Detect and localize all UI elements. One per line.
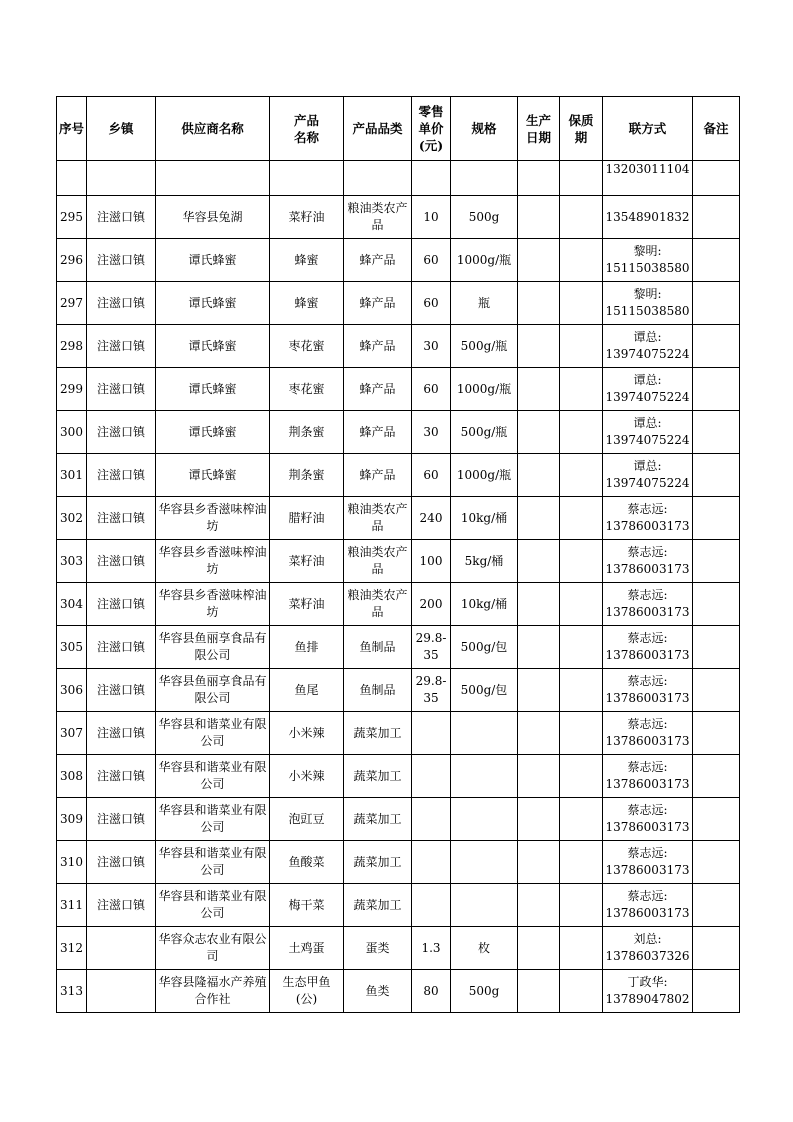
table-row	[57, 669, 740, 712]
cell-supplier: 谭氏蜂蜜	[156, 454, 270, 497]
cell-contact: 黎明: 15115038580	[603, 282, 693, 325]
cell-price: 30	[412, 411, 451, 454]
cell-supplier	[156, 161, 270, 196]
cell-shelf-life	[560, 540, 603, 583]
cell-contact: 蔡志远: 13786003173	[603, 755, 693, 798]
cell-spec	[451, 841, 518, 884]
cell-contact: 蔡志远: 13786003173	[603, 583, 693, 626]
cell-remarks	[693, 626, 740, 669]
table-row	[57, 540, 740, 583]
cell-spec	[451, 884, 518, 927]
cell-production-date	[518, 540, 560, 583]
cell-price	[412, 841, 451, 884]
cell-supplier: 华容县乡香滋味榨油坊	[156, 583, 270, 626]
col-header-shelf-life: 保质 期	[560, 97, 603, 161]
cell-production-date	[518, 325, 560, 368]
cell-product-name: 鱼排	[270, 626, 344, 669]
cell-shelf-life	[560, 626, 603, 669]
table-row	[57, 970, 740, 1013]
cell-index: 304	[57, 583, 87, 626]
cell-contact: 谭总: 13974075224	[603, 325, 693, 368]
cell-town: 注滋口镇	[87, 798, 156, 841]
col-header-supplier: 供应商名称	[156, 97, 270, 161]
table-row	[57, 325, 740, 368]
cell-price	[412, 798, 451, 841]
cell-remarks	[693, 583, 740, 626]
table-row	[57, 798, 740, 841]
cell-supplier: 华容县乡香滋味榨油坊	[156, 497, 270, 540]
cell-remarks	[693, 755, 740, 798]
cell-index: 305	[57, 626, 87, 669]
table-body	[57, 161, 740, 1013]
header-row	[57, 97, 740, 161]
table-row	[57, 196, 740, 239]
cell-contact: 谭总: 13974075224	[603, 411, 693, 454]
cell-remarks	[693, 497, 740, 540]
cell-category: 蜂产品	[344, 411, 412, 454]
cell-supplier: 谭氏蜂蜜	[156, 411, 270, 454]
cell-supplier: 华容县鱼丽享食品有限公司	[156, 626, 270, 669]
cell-price: 30	[412, 325, 451, 368]
cell-spec: 500g	[451, 970, 518, 1013]
cell-supplier: 谭氏蜂蜜	[156, 325, 270, 368]
cell-product-name: 蜂蜜	[270, 282, 344, 325]
table-row	[57, 282, 740, 325]
cell-category: 蛋类	[344, 927, 412, 970]
cell-production-date	[518, 755, 560, 798]
cell-production-date	[518, 841, 560, 884]
cell-shelf-life	[560, 282, 603, 325]
cell-town	[87, 970, 156, 1013]
cell-remarks	[693, 196, 740, 239]
cell-town: 注滋口镇	[87, 497, 156, 540]
cell-product-name: 腊籽油	[270, 497, 344, 540]
table-row	[57, 841, 740, 884]
cell-category: 蔬菜加工	[344, 755, 412, 798]
cell-remarks	[693, 884, 740, 927]
cell-product-name: 枣花蜜	[270, 325, 344, 368]
col-header-spec: 规格	[451, 97, 518, 161]
cell-shelf-life	[560, 669, 603, 712]
cell-price: 60	[412, 282, 451, 325]
cell-supplier: 华容县鱼丽享食品有限公司	[156, 669, 270, 712]
cell-supplier: 谭氏蜂蜜	[156, 368, 270, 411]
cell-remarks	[693, 841, 740, 884]
cell-town: 注滋口镇	[87, 411, 156, 454]
cell-category: 鱼制品	[344, 669, 412, 712]
cell-production-date	[518, 626, 560, 669]
cell-supplier: 华容县和谐菜业有限公司	[156, 712, 270, 755]
cell-category: 蜂产品	[344, 368, 412, 411]
cell-remarks	[693, 325, 740, 368]
cell-spec: 500g/包	[451, 626, 518, 669]
cell-category: 蔬菜加工	[344, 712, 412, 755]
cell-spec: 1000g/瓶	[451, 368, 518, 411]
cell-town: 注滋口镇	[87, 669, 156, 712]
cell-supplier: 谭氏蜂蜜	[156, 239, 270, 282]
col-header-town: 乡镇	[87, 97, 156, 161]
cell-category: 蜂产品	[344, 239, 412, 282]
cell-supplier: 华容县和谐菜业有限公司	[156, 841, 270, 884]
cell-town	[87, 927, 156, 970]
cell-remarks	[693, 669, 740, 712]
cell-shelf-life	[560, 454, 603, 497]
cell-contact: 刘总: 13786037326	[603, 927, 693, 970]
cell-production-date	[518, 282, 560, 325]
cell-index: 309	[57, 798, 87, 841]
cell-remarks	[693, 411, 740, 454]
cell-production-date	[518, 927, 560, 970]
cell-index: 301	[57, 454, 87, 497]
cell-index: 310	[57, 841, 87, 884]
cell-index: 302	[57, 497, 87, 540]
cell-price	[412, 161, 451, 196]
cell-supplier: 华容县和谐菜业有限公司	[156, 884, 270, 927]
cell-town: 注滋口镇	[87, 583, 156, 626]
cell-contact: 谭总: 13974075224	[603, 368, 693, 411]
cell-town	[87, 161, 156, 196]
cell-shelf-life	[560, 712, 603, 755]
cell-product-name: 蜂蜜	[270, 239, 344, 282]
cell-contact: 13548901832	[603, 196, 693, 239]
cell-price: 10	[412, 196, 451, 239]
table-row	[57, 583, 740, 626]
cell-spec: 500g/瓶	[451, 411, 518, 454]
cell-product-name: 荆条蜜	[270, 411, 344, 454]
cell-shelf-life	[560, 970, 603, 1013]
cell-index: 303	[57, 540, 87, 583]
cell-category: 蔬菜加工	[344, 841, 412, 884]
cell-shelf-life	[560, 884, 603, 927]
cell-product-name: 枣花蜜	[270, 368, 344, 411]
cell-supplier: 华容县乡香滋味榨油坊	[156, 540, 270, 583]
cell-remarks	[693, 368, 740, 411]
cell-price: 240	[412, 497, 451, 540]
cell-remarks	[693, 161, 740, 196]
cell-spec: 500g/包	[451, 669, 518, 712]
cell-supplier: 华容县和谐菜业有限公司	[156, 755, 270, 798]
cell-category: 粮油类农产品	[344, 540, 412, 583]
cell-product-name	[270, 161, 344, 196]
cell-category: 蔬菜加工	[344, 798, 412, 841]
table-row	[57, 755, 740, 798]
cell-category	[344, 161, 412, 196]
col-header-remarks: 备注	[693, 97, 740, 161]
cell-category: 蜂产品	[344, 454, 412, 497]
table-row	[57, 927, 740, 970]
cell-remarks	[693, 540, 740, 583]
col-header-production-date: 生产 日期	[518, 97, 560, 161]
cell-production-date	[518, 970, 560, 1013]
cell-supplier: 华容县和谐菜业有限公司	[156, 798, 270, 841]
cell-product-name: 荆条蜜	[270, 454, 344, 497]
col-header-product-name: 产品 名称	[270, 97, 344, 161]
cell-contact: 蔡志远: 13786003173	[603, 884, 693, 927]
table-row	[57, 454, 740, 497]
cell-product-name: 菜籽油	[270, 540, 344, 583]
cell-supplier: 谭氏蜂蜜	[156, 282, 270, 325]
cell-index: 306	[57, 669, 87, 712]
cell-town: 注滋口镇	[87, 626, 156, 669]
table-row	[57, 626, 740, 669]
cell-contact: 蔡志远: 13786003173	[603, 798, 693, 841]
cell-contact: 13203011104	[603, 161, 693, 196]
cell-production-date	[518, 454, 560, 497]
cell-town: 注滋口镇	[87, 884, 156, 927]
cell-spec: 枚	[451, 927, 518, 970]
cell-price: 80	[412, 970, 451, 1013]
col-header-price: 零售 单价 (元)	[412, 97, 451, 161]
cell-category: 粮油类农产品	[344, 196, 412, 239]
cell-product-name: 泡豇豆	[270, 798, 344, 841]
cell-category: 蜂产品	[344, 282, 412, 325]
cell-price: 60	[412, 454, 451, 497]
col-header-contact: 联方式	[603, 97, 693, 161]
cell-spec: 10kg/桶	[451, 497, 518, 540]
cell-index: 312	[57, 927, 87, 970]
cell-shelf-life	[560, 798, 603, 841]
cell-product-name: 菜籽油	[270, 196, 344, 239]
cell-remarks	[693, 927, 740, 970]
cell-category: 鱼类	[344, 970, 412, 1013]
cell-supplier: 华容县隆福水产养殖合作社	[156, 970, 270, 1013]
cell-town: 注滋口镇	[87, 196, 156, 239]
cell-production-date	[518, 583, 560, 626]
cell-contact: 蔡志远: 13786003173	[603, 626, 693, 669]
cell-town: 注滋口镇	[87, 239, 156, 282]
cell-price: 29.8- 35	[412, 669, 451, 712]
cell-index: 311	[57, 884, 87, 927]
cell-town: 注滋口镇	[87, 755, 156, 798]
cell-shelf-life	[560, 583, 603, 626]
cell-shelf-life	[560, 161, 603, 196]
cell-shelf-life	[560, 497, 603, 540]
cell-spec	[451, 755, 518, 798]
cell-contact: 蔡志远: 13786003173	[603, 841, 693, 884]
cell-category: 粮油类农产品	[344, 583, 412, 626]
cell-production-date	[518, 239, 560, 282]
cell-category: 蔬菜加工	[344, 884, 412, 927]
table-row	[57, 239, 740, 282]
cell-spec: 5kg/桶	[451, 540, 518, 583]
cell-price: 1.3	[412, 927, 451, 970]
cell-spec	[451, 798, 518, 841]
cell-production-date	[518, 798, 560, 841]
cell-town: 注滋口镇	[87, 454, 156, 497]
cell-index	[57, 161, 87, 196]
cell-remarks	[693, 712, 740, 755]
cell-town: 注滋口镇	[87, 540, 156, 583]
cell-price: 29.8- 35	[412, 626, 451, 669]
cell-production-date	[518, 161, 560, 196]
cell-shelf-life	[560, 325, 603, 368]
cell-index: 308	[57, 755, 87, 798]
table-row	[57, 411, 740, 454]
cell-town: 注滋口镇	[87, 712, 156, 755]
cell-supplier: 华容众志农业有限公司	[156, 927, 270, 970]
col-header-category: 产品品类	[344, 97, 412, 161]
cell-town: 注滋口镇	[87, 282, 156, 325]
cell-index: 297	[57, 282, 87, 325]
cell-index: 298	[57, 325, 87, 368]
cell-town: 注滋口镇	[87, 841, 156, 884]
cell-spec: 500g/瓶	[451, 325, 518, 368]
table-row	[57, 368, 740, 411]
cell-contact: 蔡志远: 13786003173	[603, 712, 693, 755]
cell-price: 200	[412, 583, 451, 626]
cell-production-date	[518, 712, 560, 755]
cell-town: 注滋口镇	[87, 368, 156, 411]
cell-production-date	[518, 669, 560, 712]
cell-index: 296	[57, 239, 87, 282]
cell-product-name: 梅干菜	[270, 884, 344, 927]
cell-product-name: 鱼酸菜	[270, 841, 344, 884]
cell-category: 鱼制品	[344, 626, 412, 669]
cell-production-date	[518, 196, 560, 239]
cell-product-name: 生态甲鱼 (公)	[270, 970, 344, 1013]
cell-shelf-life	[560, 239, 603, 282]
table-row	[57, 497, 740, 540]
cell-product-name: 小米辣	[270, 755, 344, 798]
cell-index: 313	[57, 970, 87, 1013]
cell-category: 蜂产品	[344, 325, 412, 368]
cell-product-name: 小米辣	[270, 712, 344, 755]
cell-shelf-life	[560, 411, 603, 454]
cell-contact: 丁政华: 13789047802	[603, 970, 693, 1013]
cell-shelf-life	[560, 368, 603, 411]
cell-contact: 蔡志远: 13786003173	[603, 497, 693, 540]
cell-category: 粮油类农产品	[344, 497, 412, 540]
cell-remarks	[693, 970, 740, 1013]
table-row	[57, 884, 740, 927]
cell-spec: 1000g/瓶	[451, 239, 518, 282]
cell-price: 100	[412, 540, 451, 583]
cell-shelf-life	[560, 755, 603, 798]
cell-index: 300	[57, 411, 87, 454]
cell-product-name: 土鸡蛋	[270, 927, 344, 970]
cell-index: 307	[57, 712, 87, 755]
cell-index: 299	[57, 368, 87, 411]
cell-production-date	[518, 368, 560, 411]
cell-contact: 蔡志远: 13786003173	[603, 540, 693, 583]
cell-spec: 500g	[451, 196, 518, 239]
table-row	[57, 161, 740, 196]
cell-remarks	[693, 239, 740, 282]
supplier-table	[56, 96, 740, 1013]
cell-price	[412, 712, 451, 755]
cell-production-date	[518, 497, 560, 540]
cell-contact: 黎明: 15115038580	[603, 239, 693, 282]
cell-remarks	[693, 454, 740, 497]
cell-town: 注滋口镇	[87, 325, 156, 368]
cell-supplier: 华容县兔湖	[156, 196, 270, 239]
cell-price: 60	[412, 368, 451, 411]
cell-index: 295	[57, 196, 87, 239]
cell-spec	[451, 712, 518, 755]
cell-price	[412, 755, 451, 798]
cell-spec	[451, 161, 518, 196]
cell-remarks	[693, 282, 740, 325]
cell-contact: 谭总: 13974075224	[603, 454, 693, 497]
cell-product-name: 菜籽油	[270, 583, 344, 626]
cell-spec: 瓶	[451, 282, 518, 325]
cell-price: 60	[412, 239, 451, 282]
col-header-index: 序号	[57, 97, 87, 161]
table-row	[57, 712, 740, 755]
cell-contact: 蔡志远: 13786003173	[603, 669, 693, 712]
cell-spec: 1000g/瓶	[451, 454, 518, 497]
cell-shelf-life	[560, 841, 603, 884]
cell-spec: 10kg/桶	[451, 583, 518, 626]
cell-shelf-life	[560, 196, 603, 239]
cell-product-name: 鱼尾	[270, 669, 344, 712]
cell-production-date	[518, 411, 560, 454]
cell-shelf-life	[560, 927, 603, 970]
cell-remarks	[693, 798, 740, 841]
cell-production-date	[518, 884, 560, 927]
cell-price	[412, 884, 451, 927]
